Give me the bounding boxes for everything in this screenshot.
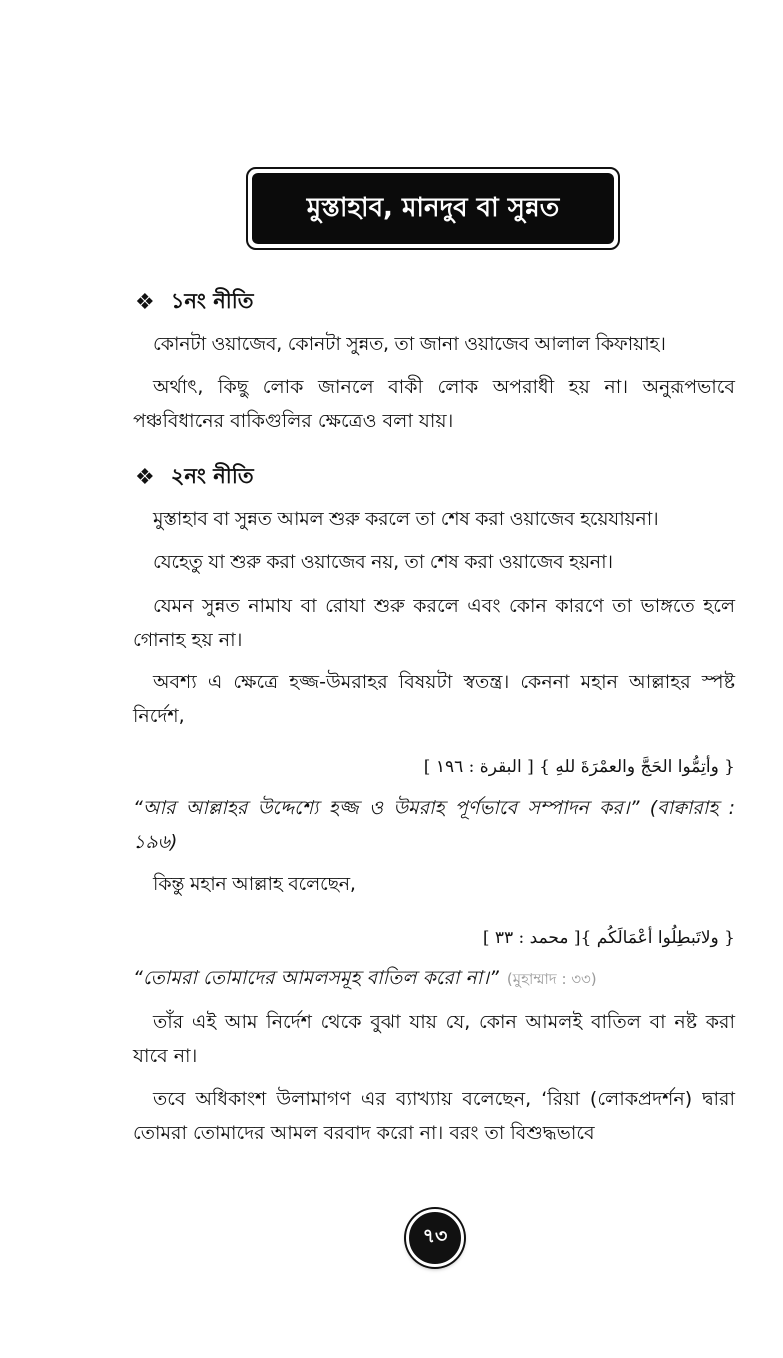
diamond-bullet-icon: ❖ [135,290,155,315]
rule-1-heading [135,285,254,320]
chapter-title: মুস্তাহাব, মানদুব বা সুন্নত [252,173,614,244]
verse-2-translation-line [133,961,735,996]
bridge-paragraph: কিন্তু মহান আল্লাহ বলেছেন, [153,873,356,895]
rule-2-paragraph-1: মুস্তাহাব বা সুন্নত আমল শুরু করলে তা শেষ করা ওয়াজেব হয়েযায়না। [153,508,659,530]
rule-1-paragraph-2: অর্থাৎ, কিছু লোক জানলে বাকী লোক অপরাধী হয় না। অনুরূপভাবে পঞ্চবিধানের বাকিগুলির ক্ষেত্রেও বলা যায়। [133,376,735,432]
closing-paragraph-1: তাঁর এই আম নির্দেশ থেকে বুঝা যায় যে, কোন আমলই বাতিল বা নষ্ট করা যাবে না। [133,1011,735,1067]
rule-2-paragraph-2: যেহেতু যা শুরু করা ওয়াজেব নয়, তা শেষ করা ওয়াজেব হয়না। [153,551,613,573]
rule-2-heading [135,460,254,495]
rule-1-heading-text: ১নং নীতি [170,289,254,313]
rule-1-paragraph-1: কোনটা ওয়াজেব, কোনটা সুন্নত, তা জানা ওয়াজেব আলাল কিফায়াহ। [153,333,666,355]
verse-1-translation: “আর আল্লাহর উদ্দেশ্যে হজ্জ ও উমরাহ পূর্ণভাবে সম্পাদন কর।” (বাক্বারাহ : ১৯৬) [133,797,735,853]
page-number: ৭৩ [406,1209,464,1267]
verse-2-reference: (মুহাম্মাদ : ৩৩) [506,970,597,988]
arabic-verse-2: { ولاتَبطِلُوا أعْمَالَكُم }[ محمد : ٣٣ ] [482,928,735,948]
closing-paragraph-2: তবে অধিকাংশ উলামাগণ এর ব্যাখ্যায় বলেছেন, ‘রিয়া (লোকপ্রদর্শন) দ্বারা তোমরা তোমাদের আমল বরবাদ করো না। বরং তা বিশুদ্ধভাবে [133,1088,735,1144]
chapter-title-box [246,167,620,250]
diamond-bullet-icon: ❖ [135,465,155,490]
rule-2-paragraph-4: অবশ্য এ ক্ষেত্রে হজ্জ-উমরাহর বিষয়টা স্বতন্ত্র। কেননা মহান আল্লাহর স্পষ্ট নির্দেশ, [133,671,735,727]
arabic-verse-1: { وأتِمُّوا الحَجَّ والعمْرَةَ للهِ } [ البقرة : ١٩٦ ] [423,757,735,777]
rule-2-paragraph-3: যেমন সুন্নত নামায বা রোযা শুরু করলে এবং কোন কারণে তা ভাঙ্গতে হলে গোনাহ হয় না। [133,595,735,651]
verse-2-translation: “তোমরা তোমাদের আমলসমূহ বাতিল করো না।” [133,967,499,989]
rule-2-heading-text: ২নং নীতি [170,464,254,488]
